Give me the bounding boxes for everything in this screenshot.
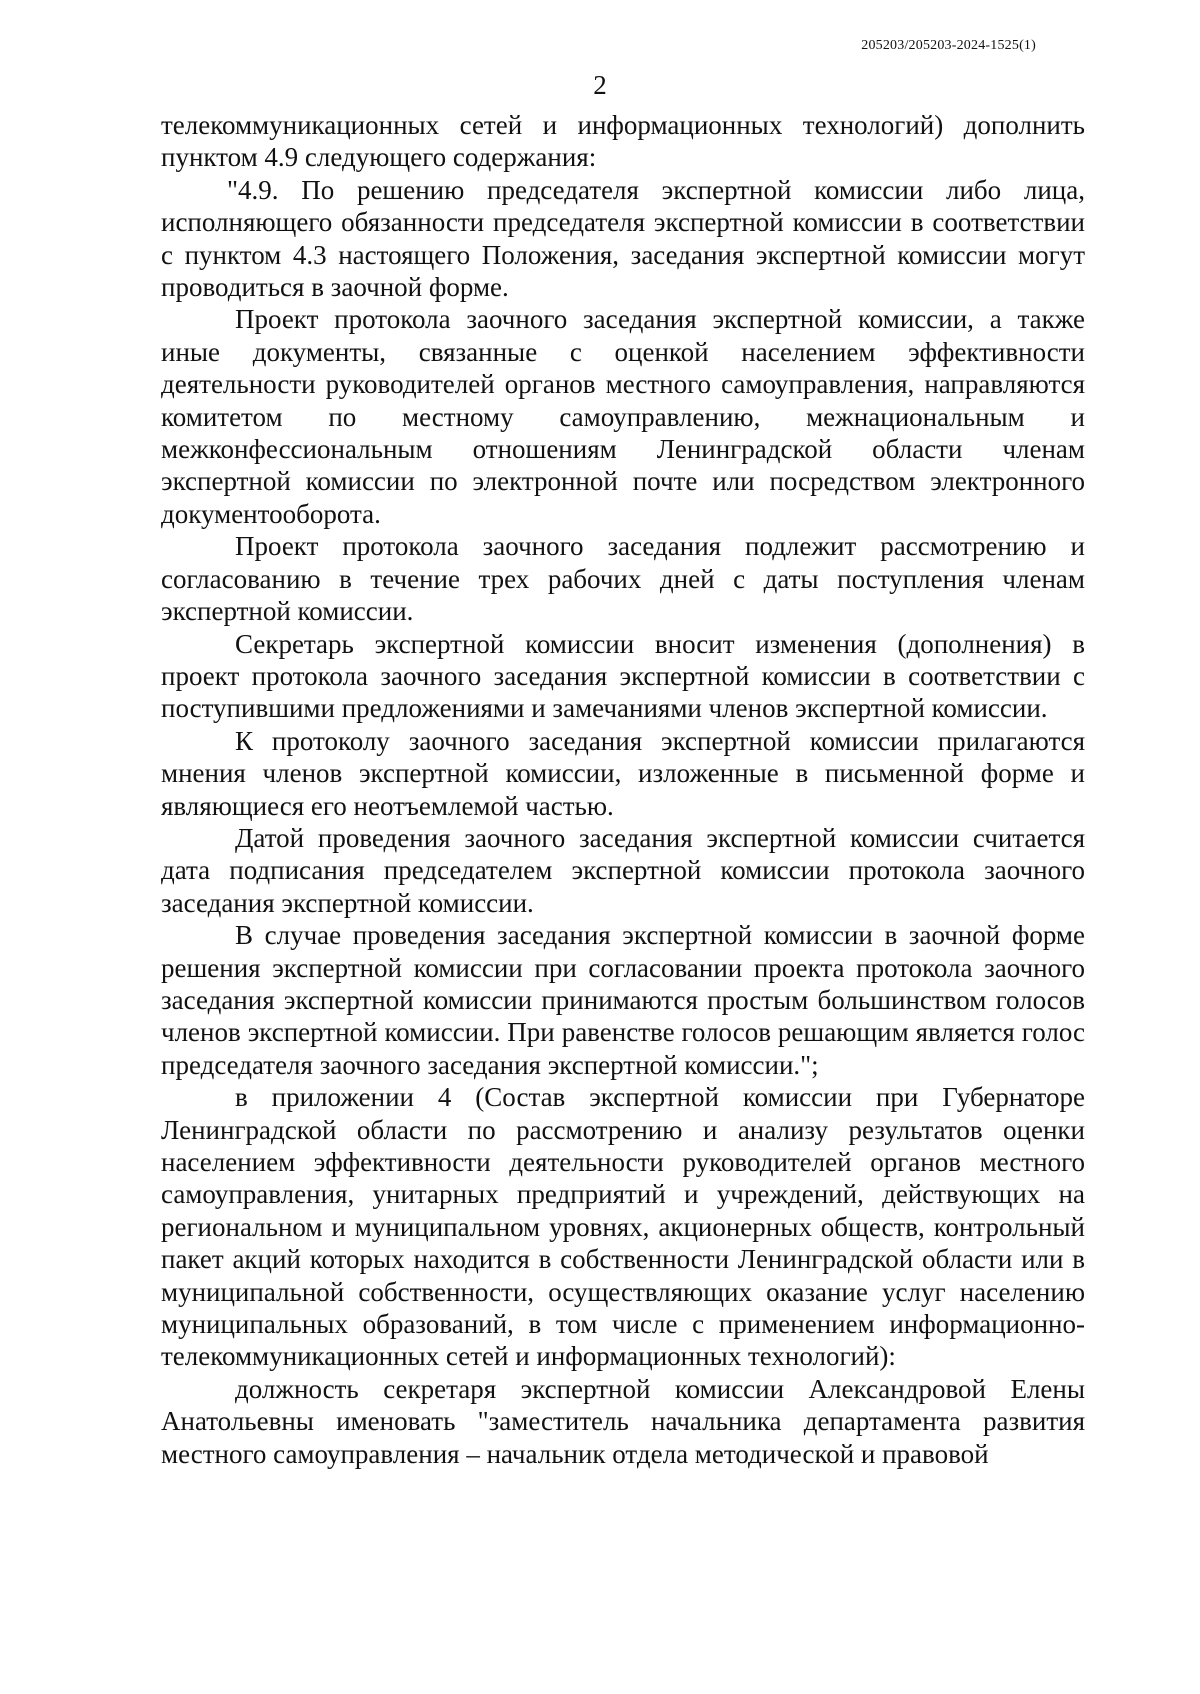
page-number: 2: [593, 70, 607, 100]
document-body: [161, 109, 1085, 1470]
paragraph-voting: В случае проведения заседания экспертной комиссии в заочной форме решения экспертной комиссии при согласовании проекта протокола заочного заседания экспертной комиссии принимаются простым большинством голосов членов экспертной комиссии. При равенстве голосов решающим является голос председателя заочного заседания экспертной комиссии.";: [161, 920, 1085, 1080]
paragraph-secretary-position: должность секретаря экспертной комиссии Александровой Елены Анатольевны именовать "заместитель начальника департамента развития местного самоуправления – начальник отдела методической и правовой: [161, 1373, 1085, 1469]
paragraph-clause-4-9: "4.9. По решению председателя экспертной комиссии либо лица, исполняющего обязанности председателя экспертной комиссии в соответствии с пунктом 4.3 настоящего Положения, заседания экспертной комиссии могут проводиться в заочной форме.: [161, 174, 1085, 303]
paragraph-intro: телекоммуникационных сетей и информационных технологий) дополнить пунктом 4.9 следующего содержания:: [161, 110, 1085, 173]
paragraph-review-period: Проект протокола заочного заседания подлежит рассмотрению и согласованию в течение трех рабочих дней с даты поступления членам экспертной комиссии.: [161, 531, 1085, 627]
paragraph-secretary-changes: Секретарь экспертной комиссии вносит изменения (дополнения) в проект протокола заочного заседания экспертной комиссии в соответствии с поступившими предложениями и замечаниями членов экспертной комиссии.: [161, 628, 1085, 724]
paragraph-appendix-4: в приложении 4 (Состав экспертной комиссии при Губернаторе Ленинградской области по рассмотрению и анализу результатов оценки населением эффективности деятельности руководителей органов местного самоуправления, унитарных предприятий и учреждений, действующих на региональном и муниципальном уровнях, акционерных обществ, контрольный пакет акций которых находится в собственности Ленинградской области или в муниципальной собственности, осуществляющих оказание услуг населению муниципальных образований, в том числе с применением информационно-телекоммуникационных сетей и информационных технологий):: [161, 1082, 1085, 1372]
paragraph-protocol-draft: Проект протокола заочного заседания экспертной комиссии, а также иные документы, связанные с оценкой населением эффективности деятельности руководителей органов местного самоуправления, направляются комитетом по местному самоуправлению, межнациональным и межконфессиональным отношениям Ленинградской области членам экспертной комиссии по электронной почте или посредством электронного документооборота.: [161, 304, 1085, 529]
paragraph-meeting-date: Датой проведения заочного заседания экспертной комиссии считается дата подписания председателем экспертной комиссии протокола заочного заседания экспертной комиссии.: [161, 822, 1085, 918]
document-id: 205203/205203-2024-1525(1): [861, 38, 1036, 53]
paragraph-member-opinions: К протоколу заочного заседания экспертной комиссии прилагаются мнения членов экспертной комиссии, изложенные в письменной форме и являющиеся его неотъемлемой частью.: [161, 725, 1085, 821]
